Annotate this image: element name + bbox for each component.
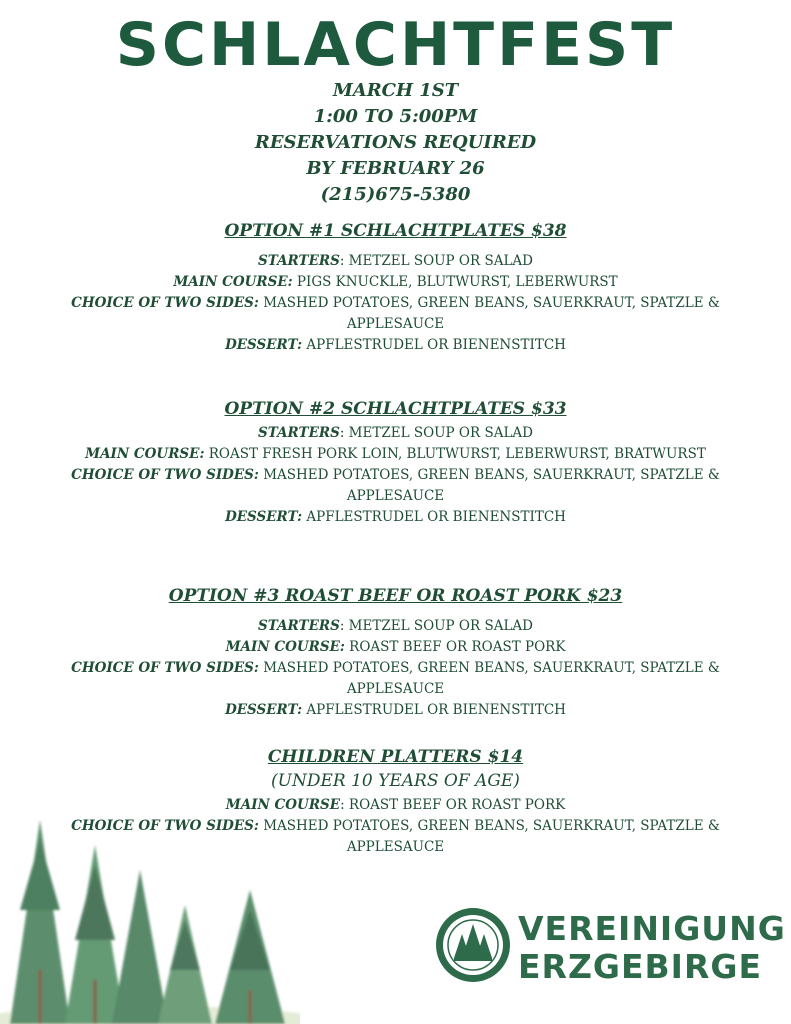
menu-label: CHOICE OF TWO SIDES:	[71, 467, 259, 483]
menu-label: MAIN COURSE	[225, 797, 341, 813]
menu-line-starters	[0, 616, 791, 637]
option-2-section	[0, 397, 791, 528]
menu-text: APFLESTRUDEL OR BIENENSTITCH	[302, 509, 566, 525]
menu-text: : METZEL SOUP OR SALAD	[339, 618, 533, 634]
menu-line-sides	[0, 465, 791, 507]
menu-line-main	[0, 795, 791, 816]
menu-text: APFLESTRUDEL OR BIENENSTITCH	[302, 337, 566, 353]
menu-text: : METZEL SOUP OR SALAD	[339, 425, 533, 441]
menu-label: STARTERS	[258, 253, 340, 269]
menu-line-sides	[0, 658, 791, 700]
option-title: OPTION #1 SCHLACHTPLATES $38	[224, 221, 567, 241]
menu-text: MASHED POTATOES, GREEN BEANS, SAUERKRAUT, SPATZLE & APPLESAUCE	[258, 818, 720, 855]
logo-line-1: VEREINIGUNG	[518, 909, 786, 948]
event-title: SCHLACHTFEST	[115, 10, 676, 80]
club-seal-icon	[434, 906, 512, 984]
menu-text: ROAST BEEF OR ROAST PORK	[344, 639, 566, 655]
option-3-section	[0, 584, 791, 721]
menu-label: MAIN COURSE:	[225, 639, 345, 655]
menu-text: MASHED POTATOES, GREEN BEANS, SAUERKRAUT, SPATZLE & APPLESAUCE	[258, 660, 720, 697]
menu-label: STARTERS	[258, 618, 340, 634]
event-time: 1:00 TO 5:00PM	[313, 106, 478, 127]
menu-label: MAIN COURSE:	[85, 446, 205, 462]
menu-label: DESSERT:	[225, 509, 303, 525]
children-subtitle: (UNDER 10 YEARS OF AGE)	[271, 771, 520, 791]
menu-label: CHOICE OF TWO SIDES:	[71, 660, 259, 676]
reservation-deadline: BY FEBRUARY 26	[306, 158, 485, 179]
menu-line-starters	[0, 423, 791, 444]
pine-trees-illustration	[0, 820, 300, 1024]
menu-label: STARTERS	[258, 425, 340, 441]
menu-line-dessert	[0, 335, 791, 356]
menu-text: MASHED POTATOES, GREEN BEANS, SAUERKRAUT, SPATZLE & APPLESAUCE	[258, 295, 720, 332]
option-title: OPTION #2 SCHLACHTPLATES $33	[224, 399, 567, 419]
menu-text: MASHED POTATOES, GREEN BEANS, SAUERKRAUT, SPATZLE & APPLESAUCE	[258, 467, 720, 504]
menu-line-main	[0, 272, 791, 293]
menu-line-starters	[0, 251, 791, 272]
menu-line-sides	[0, 293, 791, 335]
menu-label: CHOICE OF TWO SIDES:	[71, 295, 259, 311]
menu-text: ROAST FRESH PORK LOIN, BLUTWURST, LEBERWURST, BRATWURST	[204, 446, 706, 462]
logo-line-2: ERZGEBIRGE	[518, 947, 762, 986]
menu-text: APFLESTRUDEL OR BIENENSTITCH	[302, 702, 566, 718]
phone-number: (215)675-5380	[320, 184, 471, 205]
option-title: OPTION #3 ROAST BEEF OR ROAST PORK $23	[168, 586, 623, 606]
children-title: CHILDREN PLATTERS $14	[267, 747, 524, 767]
menu-label: MAIN COURSE:	[173, 274, 293, 290]
menu-label: CHOICE OF TWO SIDES:	[71, 818, 259, 834]
menu-text: : METZEL SOUP OR SALAD	[339, 253, 533, 269]
menu-line-main	[0, 444, 791, 465]
menu-line-main	[0, 637, 791, 658]
option-1-section	[0, 219, 791, 356]
menu-label: DESSERT:	[225, 702, 303, 718]
event-info	[0, 78, 791, 208]
club-logo-text	[518, 910, 786, 986]
menu-text: PIGS KNUCKLE, BLUTWURST, LEBERWURST	[292, 274, 618, 290]
menu-label: DESSERT:	[225, 337, 303, 353]
reservations-note: RESERVATIONS REQUIRED	[254, 132, 537, 153]
menu-line-dessert	[0, 700, 791, 721]
event-date: MARCH 1ST	[332, 80, 459, 101]
menu-line-dessert	[0, 507, 791, 528]
menu-text: : ROAST BEEF OR ROAST PORK	[340, 797, 566, 813]
